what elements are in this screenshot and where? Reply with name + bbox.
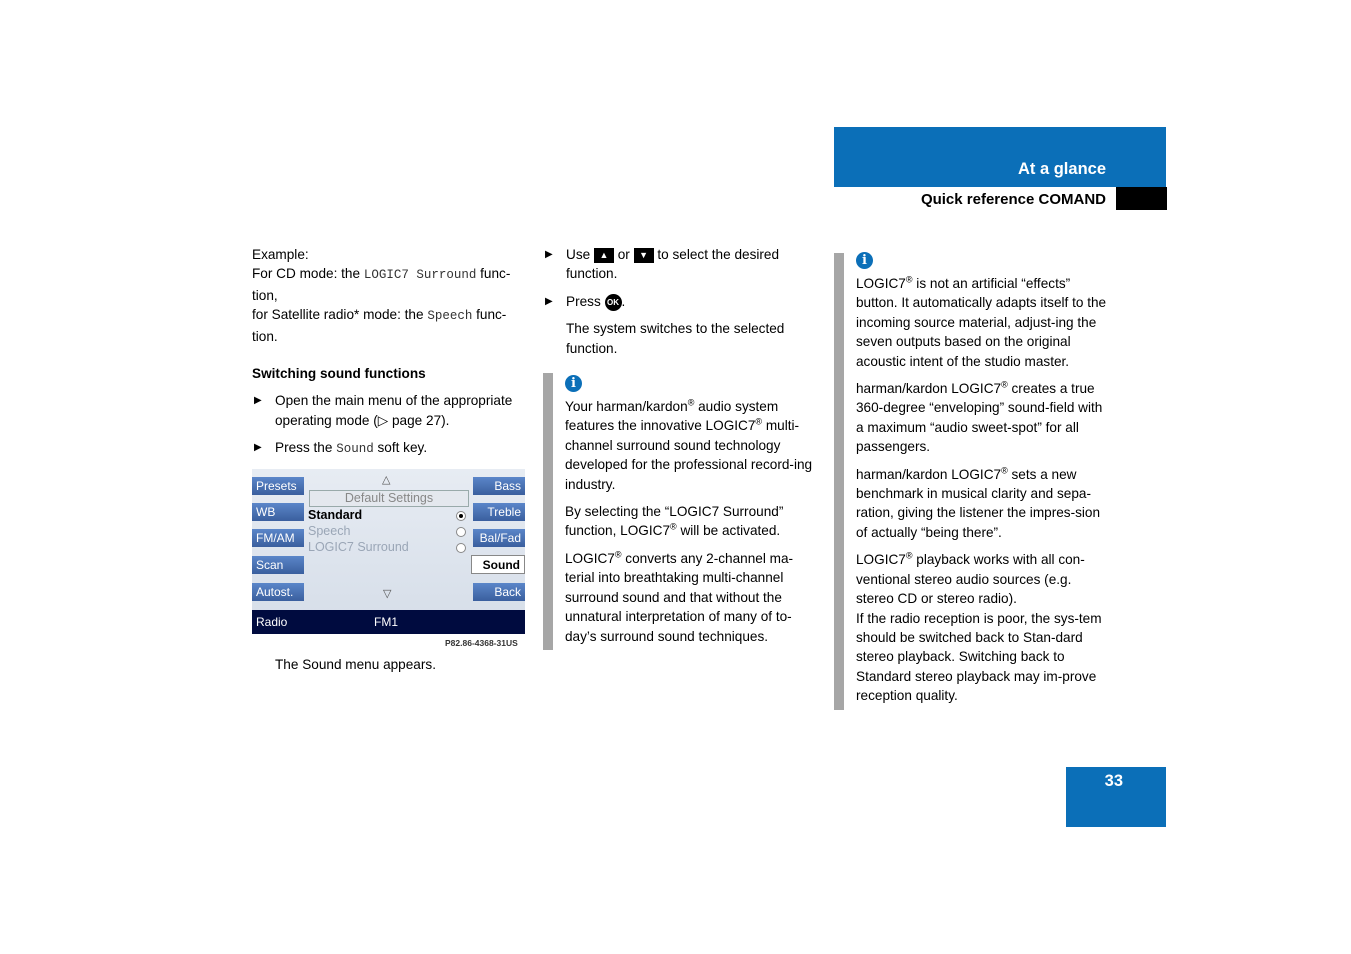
code-speech: Speech (427, 309, 473, 324)
menu-item-standard[interactable]: Standard (308, 508, 363, 522)
softkey-bass[interactable]: Bass (473, 477, 525, 495)
subsection-title: Quick reference COMAND (920, 191, 1106, 208)
bullet-icon: ▶ (545, 249, 553, 260)
bullet-icon: ▶ (254, 395, 262, 407)
result-sound-menu: The Sound menu appears. (275, 657, 436, 672)
info-box-logic7 (834, 245, 1112, 710)
page-number: 33 (1104, 772, 1123, 790)
section-heading: Switching sound functions (252, 366, 426, 382)
menu-item-logic7[interactable]: LOGIC7 Surround (308, 540, 409, 554)
info-para-3: harman/kardon LOGIC7® sets a new benchmark in musical clarity and sepa-ration, giving the listener the impres-sion of actually “being there”. (856, 465, 1101, 540)
bullet-icon: ▶ (254, 442, 262, 454)
radio-logic7-icon[interactable] (456, 543, 466, 553)
step-open-menu: ▶ Open the main menu of the appropriate operating mode (▷ page 27). (254, 393, 513, 428)
step-press-ok: ▶ Press OK . (543, 292, 821, 311)
softkey-presets[interactable]: Presets (252, 477, 304, 495)
ok-button-icon: OK (605, 294, 622, 311)
sound-menu-screenshot (252, 469, 525, 634)
info-para-1: Your harman/kardon® audio system features the innovative LOGIC7® multi-channel surround sound technology developed for the professional record-ing industry. (565, 397, 813, 492)
down-arrow-key-icon: ▼ (634, 248, 654, 263)
bullet-icon: ▶ (545, 295, 553, 307)
info-bar (834, 253, 844, 710)
info-para-2: By selecting the “LOGIC7 Surround” function, LOGIC7® will be activated. (565, 504, 784, 539)
scroll-down-icon[interactable]: ▽ (383, 588, 392, 600)
menu-item-speech[interactable]: Speech (308, 524, 351, 538)
softkey-wb[interactable]: WB (252, 503, 304, 521)
info-para-1: LOGIC7® is not an artificial “effects” button. It automatically adapts itself to the incoming source material, adjust-ing the seven outputs based on the original acoustic intent of the studio master. (856, 274, 1107, 369)
radio-standard-icon[interactable] (456, 511, 466, 521)
info-para-5: If the radio reception is poor, the sys-tem should be switched back to Stan-dard stereo playback. Switching back to Standard stereo playback may im-prove reception quality. (856, 610, 1102, 704)
info-para-3: LOGIC7® converts any 2-channel ma-terial into breathtaking multi-channel surround sound and that without the unnatural interpretation of many of to-day’s surround sound techniques. (565, 549, 794, 644)
softkey-sound[interactable]: Sound (471, 555, 525, 574)
section-title: At a glance (1017, 160, 1106, 178)
softkey-balfad[interactable]: Bal/Fad (473, 529, 525, 547)
info-para-2: harman/kardon LOGIC7® creates a true 360-degree “enveloping” sound-field with a maximum “audio sweet-spot” for all passengers. (856, 379, 1103, 455)
mode-label: Radio (256, 615, 288, 629)
info-bar (543, 373, 553, 650)
code-logic7: LOGIC7 Surround (363, 268, 477, 283)
step-select: ▶ Use ▲ or ▼ to select the desired function. (545, 247, 780, 282)
softkey-treble[interactable]: Treble (473, 503, 525, 521)
example-cd: For CD mode: the LOGIC7 Surround func- tion, (252, 266, 511, 303)
radio-speech-icon[interactable] (456, 527, 466, 537)
softkey-autost[interactable]: Autost. (252, 583, 304, 601)
softkey-scan[interactable]: Scan (252, 556, 304, 574)
info-icon: i (856, 252, 873, 269)
example-sat: for Satellite radio* mode: the Speech func- tion. (252, 307, 507, 344)
column-right (834, 245, 1112, 710)
up-arrow-key-icon: ▲ (594, 248, 614, 263)
scroll-up-icon[interactable]: △ (382, 474, 391, 486)
result-switch: The system switches to the selected function. (566, 321, 785, 356)
example-label: Example: (252, 247, 309, 262)
step-press-sound: ▶ Press the Sound soft key. (254, 440, 428, 457)
softkey-fmam[interactable]: FM/AM (252, 529, 304, 547)
info-box-harman (543, 373, 821, 650)
band-label: FM1 (374, 615, 398, 629)
menu-title: Default Settings (309, 490, 469, 507)
column-middle (543, 245, 821, 650)
column-left (252, 245, 527, 460)
header-marker (1116, 187, 1167, 210)
info-para-4: LOGIC7® playback works with all con-ventional stereo audio sources (e.g. stereo CD or stereo radio). (856, 550, 1085, 607)
status-bar (252, 610, 525, 634)
figure-code: P82.86-4368-31US (445, 638, 518, 648)
softkey-back[interactable]: Back (473, 583, 525, 601)
info-icon: i (565, 375, 582, 392)
